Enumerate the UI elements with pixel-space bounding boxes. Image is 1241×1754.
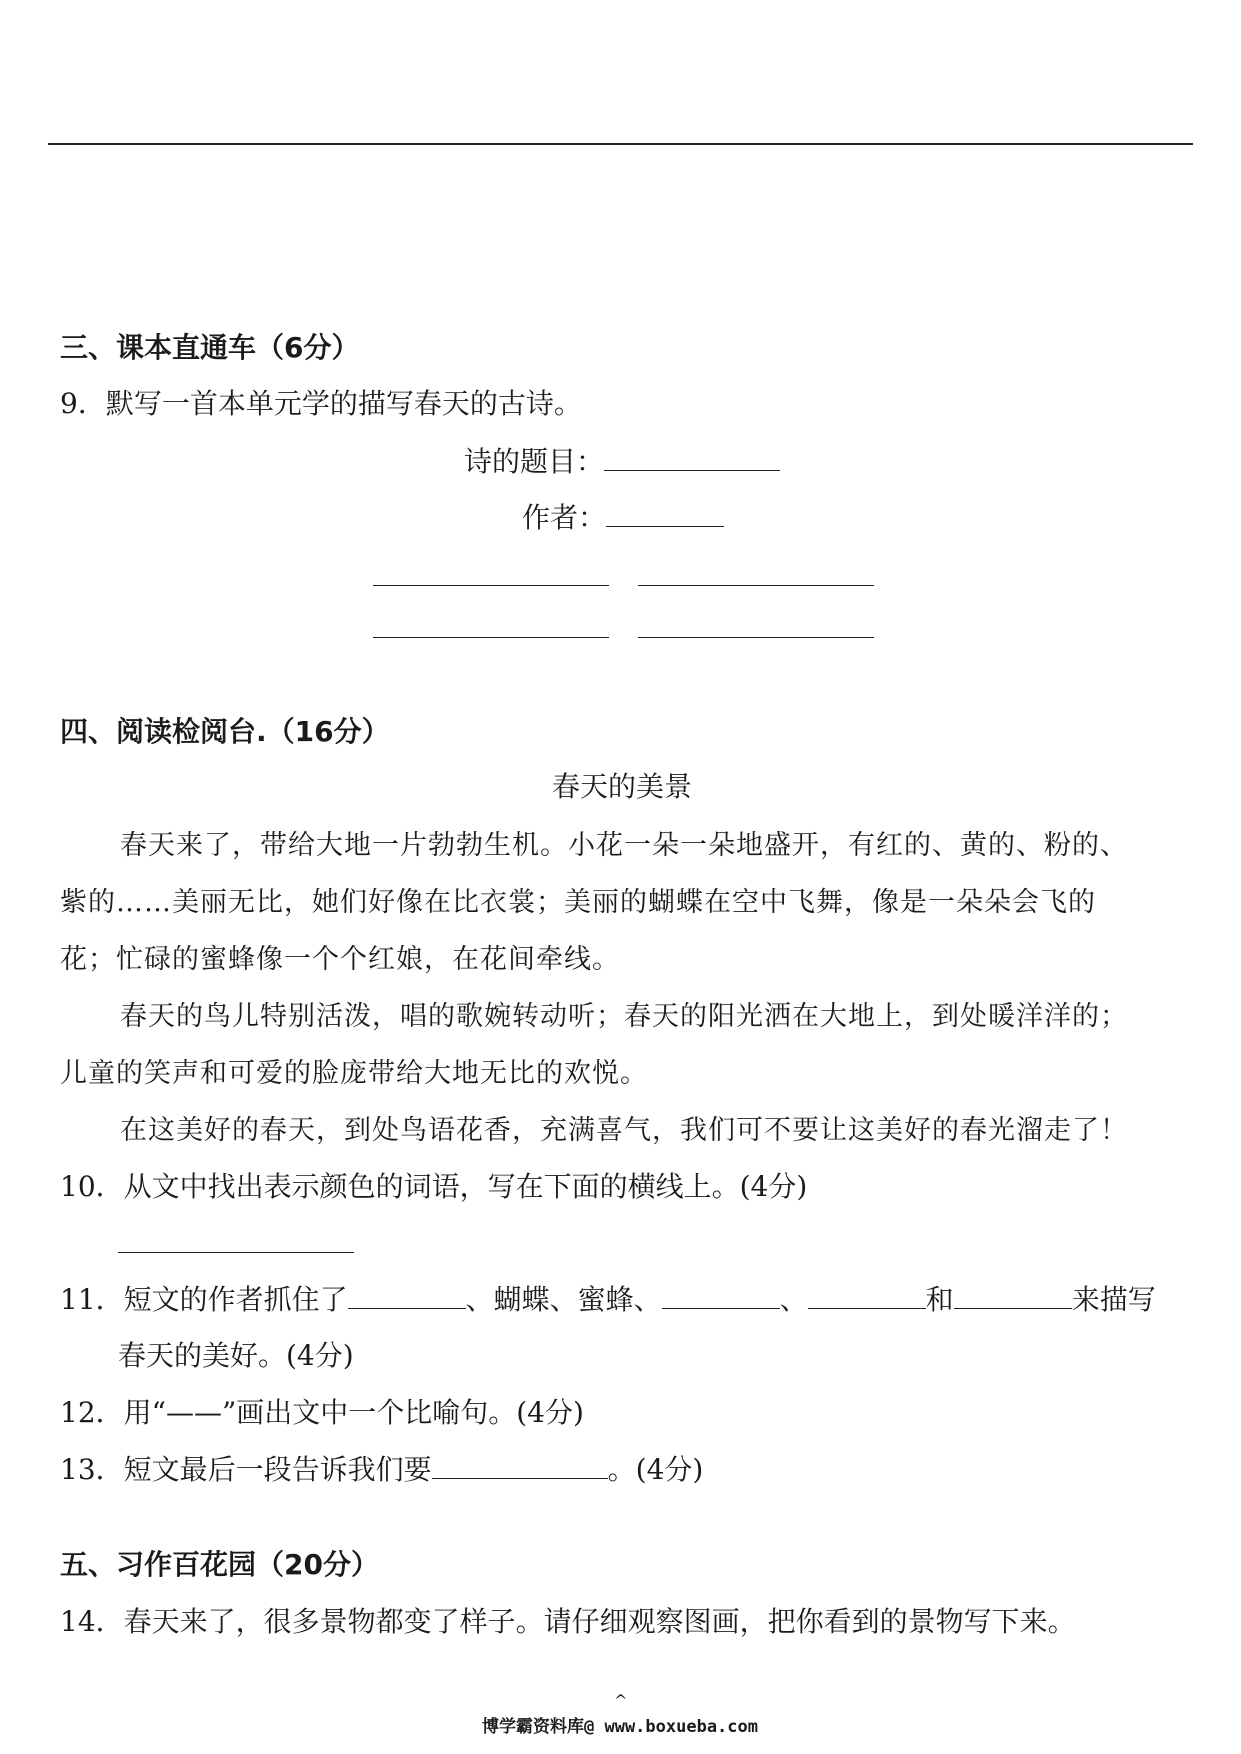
poem-title-row (464, 440, 780, 480)
passage-p3-line1: 在这美好的春天，到处鸟语花香，充满喜气，我们可不要让这美好的春光溜走了！ (120, 1115, 1128, 1146)
poem-line-1[interactable] (373, 585, 609, 586)
passage-p2-line2: 儿童的笑声和可爱的脸庞带给大地无比的欢悦。 (60, 1058, 648, 1089)
question-12: 12．用“——”画出文中一个比喻句。(4分) (60, 1396, 584, 1429)
author-row (522, 496, 724, 536)
passage-title: 春天的美景 (552, 770, 693, 803)
poem-line-4[interactable] (638, 637, 874, 638)
poem-title-label: 诗的题目： (464, 445, 605, 478)
question-13 (60, 1448, 703, 1488)
section-4-heading: 四、阅读检阅台.（16分） (60, 715, 390, 748)
poem-line-3[interactable] (373, 637, 609, 638)
page-mark: ^ (614, 1691, 628, 1710)
footer-site[interactable]: 博学霸资料库@ www.boxueba.com (482, 1717, 758, 1737)
q11-mid-1: 、蝴蝶、蜜蜂、 (465, 1283, 662, 1316)
q11-prefix: 11．短文的作者抓住了 (60, 1283, 348, 1316)
q13-prefix: 13．短文最后一段告诉我们要 (60, 1453, 432, 1486)
question-14: 14．春天来了，很多景物都变了样子。请仔细观察图画，把你看到的景物写下来。 (60, 1605, 1076, 1638)
q13-blank[interactable] (432, 1452, 608, 1479)
q11-suffix: 来描写 (1071, 1283, 1156, 1316)
header-rule (48, 143, 1193, 145)
poem-line-2[interactable] (638, 585, 874, 586)
q11-mid-2: 、 (779, 1283, 808, 1316)
author-blank[interactable] (606, 500, 724, 527)
q11-blank-2[interactable] (662, 1282, 780, 1309)
section-5-heading: 五、习作百花园（20分） (60, 1548, 379, 1581)
section-3-heading: 三、课本直通车（6分） (60, 331, 360, 364)
passage-p1-line3: 花；忙碌的蜜蜂像一个个红娘，在花间牵线。 (60, 944, 620, 975)
q11-blank-1[interactable] (348, 1282, 466, 1309)
passage-p1-line2: 紫的……美丽无比，她们好像在比衣裳；美丽的蝴蝶在空中飞舞，像是一朵朵会飞的 (60, 887, 1096, 918)
q11-blank-4[interactable] (954, 1282, 1072, 1309)
q11-blank-3[interactable] (808, 1282, 926, 1309)
passage-p1-line1: 春天来了，带给大地一片勃勃生机。小花一朵一朵地盛开，有红的、黄的、粉的、 (120, 830, 1128, 861)
q11-mid-3: 和 (925, 1283, 954, 1316)
author-label: 作者： (522, 501, 607, 534)
question-11-line2: 春天的美好。(4分) (118, 1339, 354, 1372)
question-11 (60, 1278, 1156, 1318)
passage-p2-line1: 春天的鸟儿特别活泼，唱的歌婉转动听；春天的阳光洒在大地上，到处暖洋洋的； (120, 1001, 1128, 1032)
q10-answer-line[interactable] (118, 1252, 354, 1253)
q13-suffix: 。(4分) (607, 1453, 704, 1486)
question-9: 9．默写一首本单元学的描写春天的古诗。 (60, 387, 582, 420)
question-10: 10．从文中找出表示颜色的词语，写在下面的横线上。(4分) (60, 1170, 808, 1203)
poem-title-blank[interactable] (604, 444, 780, 471)
